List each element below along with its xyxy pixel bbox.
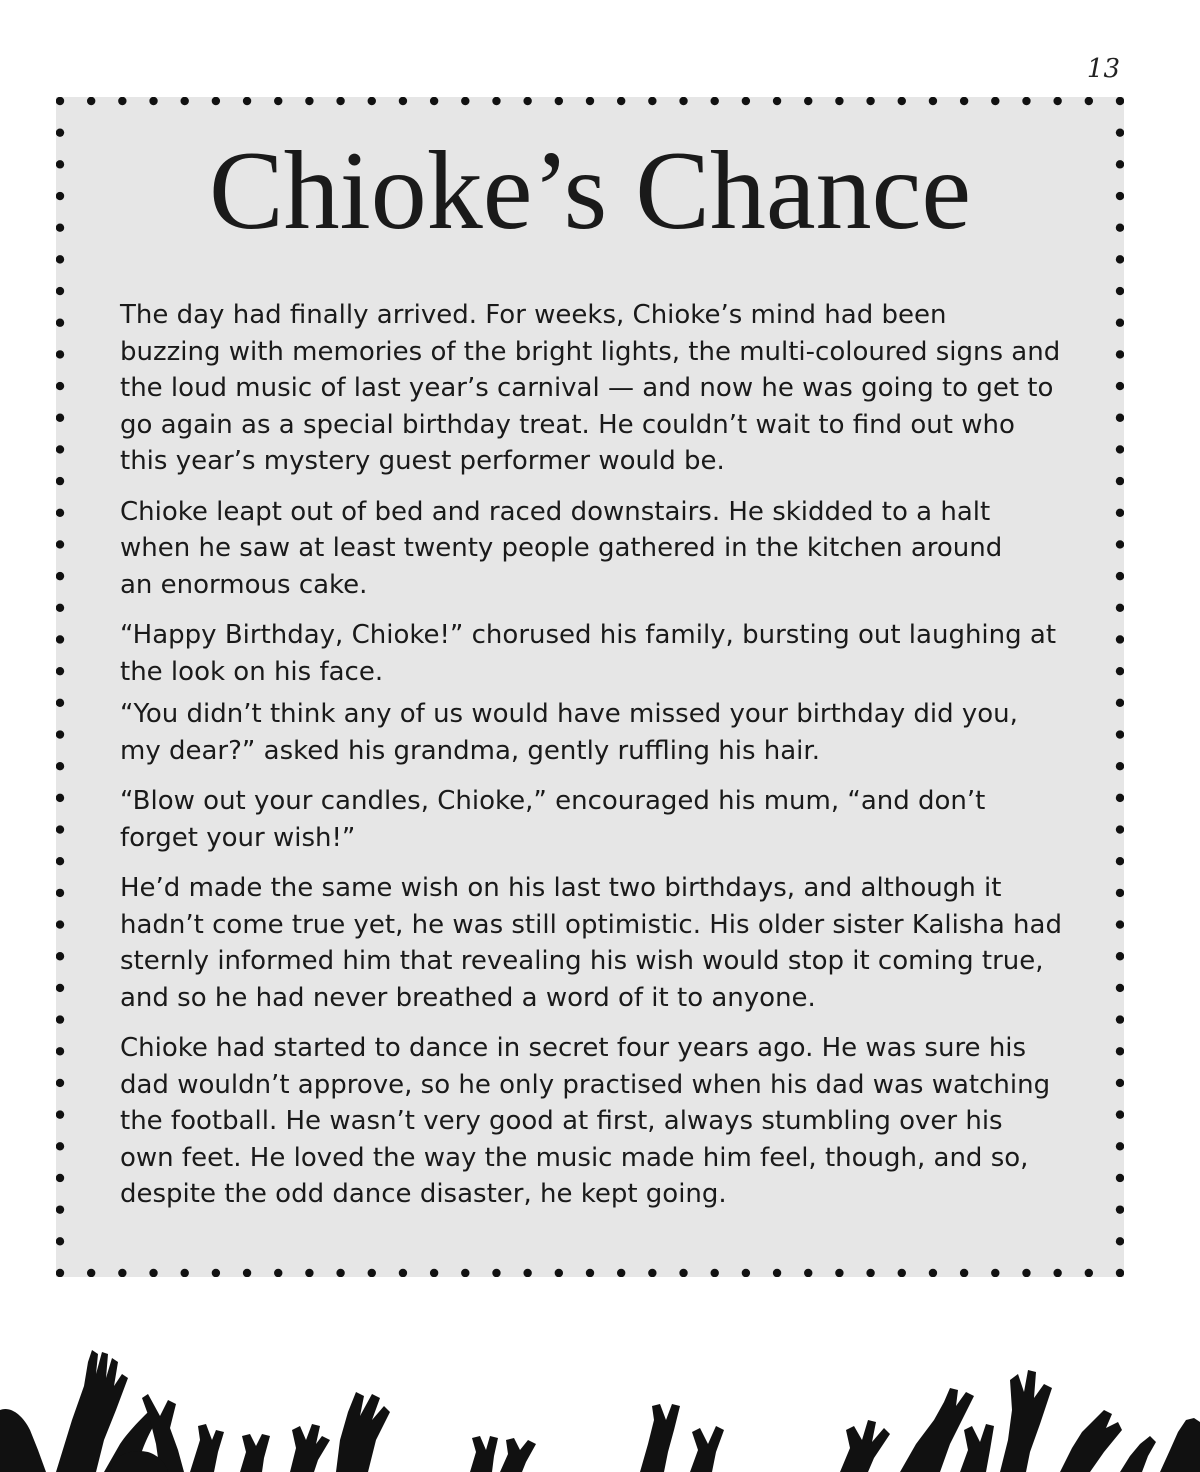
- raised-hand: [290, 1424, 330, 1472]
- story-paragraph: [120, 696, 1070, 769]
- border-dot: [555, 1269, 563, 1277]
- border-dot: [1116, 794, 1124, 802]
- story-line: sternly informed him that revealing his wish would stop it coming true,: [120, 946, 1044, 976]
- border-dot: [1116, 287, 1124, 295]
- story-body: [120, 297, 1070, 1213]
- border-dot: [648, 97, 656, 105]
- border-dot: [243, 1269, 251, 1277]
- page-number: 13: [1086, 54, 1120, 84]
- border-dot: [181, 1269, 189, 1277]
- border-dot: [648, 1269, 656, 1277]
- story-line: an enormous cake.: [120, 569, 368, 600]
- border-dot: [56, 635, 64, 643]
- border-dot: [56, 952, 64, 960]
- border-dot: [1022, 1269, 1030, 1277]
- border-dot: [56, 414, 64, 422]
- border-dot: [56, 1047, 64, 1055]
- border-dot: [212, 97, 220, 105]
- border-dot: [56, 667, 64, 675]
- story-line: buzzing with memories of the bright lights, the multi-coloured signs and: [120, 336, 1061, 367]
- border-dot: [929, 1269, 937, 1277]
- border-dot: [1116, 255, 1124, 263]
- story-line: dad wouldn’t approve, so he only practised when his dad was watching: [120, 1069, 1051, 1100]
- border-dot: [212, 1269, 220, 1277]
- border-dot: [742, 97, 750, 105]
- border-dot: [1085, 1269, 1093, 1277]
- border-dot: [274, 97, 282, 105]
- border-dot: [1116, 920, 1124, 928]
- story-line: own feet. He loved the way the music made him feel, though, and so,: [120, 1142, 1029, 1173]
- border-dot: [399, 97, 407, 105]
- story-line: the loud music of last year’s carnival — and now he was going to get to: [120, 373, 1054, 403]
- border-dot: [742, 1269, 750, 1277]
- border-dot: [773, 1269, 781, 1277]
- border-dot: [555, 97, 563, 105]
- border-dot: [1116, 889, 1124, 897]
- border-dot: [56, 857, 64, 865]
- story-line: the football. He wasn’t very good at first, always stumbling over his: [120, 1106, 1003, 1136]
- border-dot: [56, 1237, 64, 1245]
- border-dot: [56, 350, 64, 358]
- border-dot: [118, 97, 126, 105]
- raised-hand: [240, 1434, 270, 1472]
- story-paragraph: [120, 870, 1070, 1016]
- border-dot: [586, 97, 594, 105]
- border-dot: [149, 1269, 157, 1277]
- story-paragraph: [120, 494, 1070, 604]
- story-line: the look on his face.: [120, 656, 384, 687]
- raised-hand: [690, 1426, 724, 1472]
- border-dot: [336, 97, 344, 105]
- border-dot: [56, 509, 64, 517]
- border-dot: [929, 97, 937, 105]
- border-dot: [305, 97, 313, 105]
- story-line: “Blow out your candles, Chioke,” encouraged his mum, “and don’t: [120, 786, 986, 816]
- border-dot: [274, 1269, 282, 1277]
- border-dot: [1116, 350, 1124, 358]
- border-dot: [56, 920, 64, 928]
- border-dot: [1116, 382, 1124, 390]
- border-dot: [149, 97, 157, 105]
- border-dot: [56, 984, 64, 992]
- border-dot: [1116, 1174, 1124, 1182]
- raised-hand: [640, 1404, 680, 1472]
- border-dot: [56, 572, 64, 580]
- border-dot: [1116, 984, 1124, 992]
- border-dot: [1116, 699, 1124, 707]
- border-dot: [991, 1269, 999, 1277]
- story-paragraph: [120, 1030, 1070, 1213]
- border-dot: [492, 1269, 500, 1277]
- border-dot: [1116, 730, 1124, 738]
- border-dot: [1116, 414, 1124, 422]
- border-dot: [1116, 1237, 1124, 1245]
- raised-hand: [1060, 1410, 1122, 1472]
- story-line: go again as a special birthday treat. He couldn’t wait to find out who: [120, 409, 1015, 440]
- border-dot: [243, 97, 251, 105]
- border-dot: [1116, 445, 1124, 453]
- border-dot: [56, 1205, 64, 1213]
- border-dot: [87, 1269, 95, 1277]
- story-box: [56, 97, 1124, 1277]
- story-line: forget your wish!”: [120, 822, 356, 853]
- story-line: Chioke had started to dance in secret four years ago. He was sure his: [120, 1033, 1027, 1063]
- border-dot: [368, 1269, 376, 1277]
- border-dot: [1116, 1269, 1124, 1277]
- story-line: my dear?” asked his grandma, gently ruffling his hair.: [120, 735, 820, 766]
- story-line: when he saw at least twenty people gathered in the kitchen around: [120, 533, 1003, 563]
- border-dot: [804, 1269, 812, 1277]
- crowd-hands-illustration: [0, 1340, 1200, 1472]
- raised-hand: [190, 1424, 224, 1472]
- border-dot: [56, 319, 64, 327]
- raised-hand: [1160, 1418, 1200, 1472]
- border-dot: [960, 97, 968, 105]
- border-dot: [866, 1269, 874, 1277]
- border-dot: [1116, 1015, 1124, 1023]
- border-dot: [1116, 604, 1124, 612]
- border-dot: [523, 1269, 531, 1277]
- border-dot: [1116, 97, 1124, 105]
- border-dot: [711, 97, 719, 105]
- border-dot: [898, 97, 906, 105]
- story-line: this year’s mystery guest performer would be.: [120, 446, 725, 476]
- border-dot: [586, 1269, 594, 1277]
- border-dot: [56, 540, 64, 548]
- border-dot: [56, 889, 64, 897]
- border-dot: [430, 97, 438, 105]
- border-dot: [56, 477, 64, 485]
- border-dot: [1116, 667, 1124, 675]
- border-dot: [56, 445, 64, 453]
- border-dot: [773, 97, 781, 105]
- border-dot: [56, 287, 64, 295]
- border-dot: [1116, 952, 1124, 960]
- border-dot: [1022, 97, 1030, 105]
- border-dot: [56, 1174, 64, 1182]
- border-dot: [835, 1269, 843, 1277]
- border-dot: [56, 604, 64, 612]
- border-dot: [1116, 572, 1124, 580]
- story-paragraph: [120, 783, 1070, 856]
- border-dot: [1053, 97, 1061, 105]
- story-line: The day had finally arrived. For weeks, Chioke’s mind had been: [120, 300, 947, 330]
- border-dot: [56, 762, 64, 770]
- border-dot: [336, 1269, 344, 1277]
- border-dot: [56, 255, 64, 263]
- border-dot: [991, 97, 999, 105]
- border-dot: [430, 1269, 438, 1277]
- raised-hand: [1000, 1370, 1052, 1472]
- border-dot: [679, 97, 687, 105]
- story-paragraph: [120, 297, 1070, 480]
- story-line: “Happy Birthday, Chioke!” chorused his family, bursting out laughing at: [120, 620, 1057, 650]
- border-dot: [711, 1269, 719, 1277]
- border-dot: [1116, 540, 1124, 548]
- border-dot: [305, 1269, 313, 1277]
- border-dot: [523, 97, 531, 105]
- story-line: hadn’t come true yet, he was still optimistic. His older sister Kalisha had: [120, 909, 1062, 940]
- border-dot: [898, 1269, 906, 1277]
- border-dot: [118, 1269, 126, 1277]
- border-dot: [1116, 1079, 1124, 1087]
- story-line: He’d made the same wish on his last two birthdays, and although it: [120, 873, 1002, 903]
- raised-hand: [900, 1388, 974, 1472]
- story-line: Chioke leapt out of bed and raced downstairs. He skidded to a halt: [120, 496, 991, 527]
- border-dot: [87, 97, 95, 105]
- border-dot: [181, 97, 189, 105]
- border-dot: [1116, 857, 1124, 865]
- raised-hand: [840, 1420, 890, 1472]
- border-dot: [399, 1269, 407, 1277]
- border-dot: [56, 1110, 64, 1118]
- border-dot: [1085, 97, 1093, 105]
- raised-hand: [960, 1424, 994, 1472]
- border-dot: [56, 1015, 64, 1023]
- border-dot: [56, 1269, 64, 1277]
- raised-hand: [500, 1438, 536, 1472]
- border-dot: [461, 97, 469, 105]
- border-dot: [804, 97, 812, 105]
- border-dot: [866, 97, 874, 105]
- border-dot: [56, 97, 64, 105]
- border-dot: [56, 382, 64, 390]
- border-dot: [1116, 825, 1124, 833]
- border-dot: [492, 97, 500, 105]
- border-dot: [1116, 1142, 1124, 1150]
- story-line: despite the odd dance disaster, he kept going.: [120, 1179, 727, 1209]
- border-dot: [1116, 509, 1124, 517]
- border-dot: [1116, 1047, 1124, 1055]
- border-dot: [835, 97, 843, 105]
- border-dot: [1116, 1110, 1124, 1118]
- raised-hand: [1120, 1436, 1156, 1472]
- border-dot: [960, 1269, 968, 1277]
- raised-hand: [470, 1436, 498, 1472]
- border-dot: [368, 97, 376, 105]
- raised-hand: [336, 1392, 390, 1472]
- border-dot: [1116, 635, 1124, 643]
- border-dot: [1116, 477, 1124, 485]
- story-line: “You didn’t think any of us would have missed your birthday did you,: [120, 699, 1018, 729]
- border-dot: [1116, 762, 1124, 770]
- border-dot: [461, 1269, 469, 1277]
- raised-hand: [0, 1409, 46, 1472]
- border-dot: [617, 97, 625, 105]
- border-dot: [56, 825, 64, 833]
- border-dot: [56, 794, 64, 802]
- story-line: and so he had never breathed a word of it to anyone.: [120, 982, 816, 1013]
- border-dot: [56, 1142, 64, 1150]
- border-dot: [1116, 319, 1124, 327]
- story-paragraph: [120, 617, 1070, 690]
- border-dot: [679, 1269, 687, 1277]
- border-dot: [56, 699, 64, 707]
- border-dot: [1053, 1269, 1061, 1277]
- border-dot: [56, 730, 64, 738]
- border-dot: [56, 1079, 64, 1087]
- border-dot: [1116, 1205, 1124, 1213]
- story-title: Chioke’s Chance: [208, 129, 972, 253]
- border-dot: [617, 1269, 625, 1277]
